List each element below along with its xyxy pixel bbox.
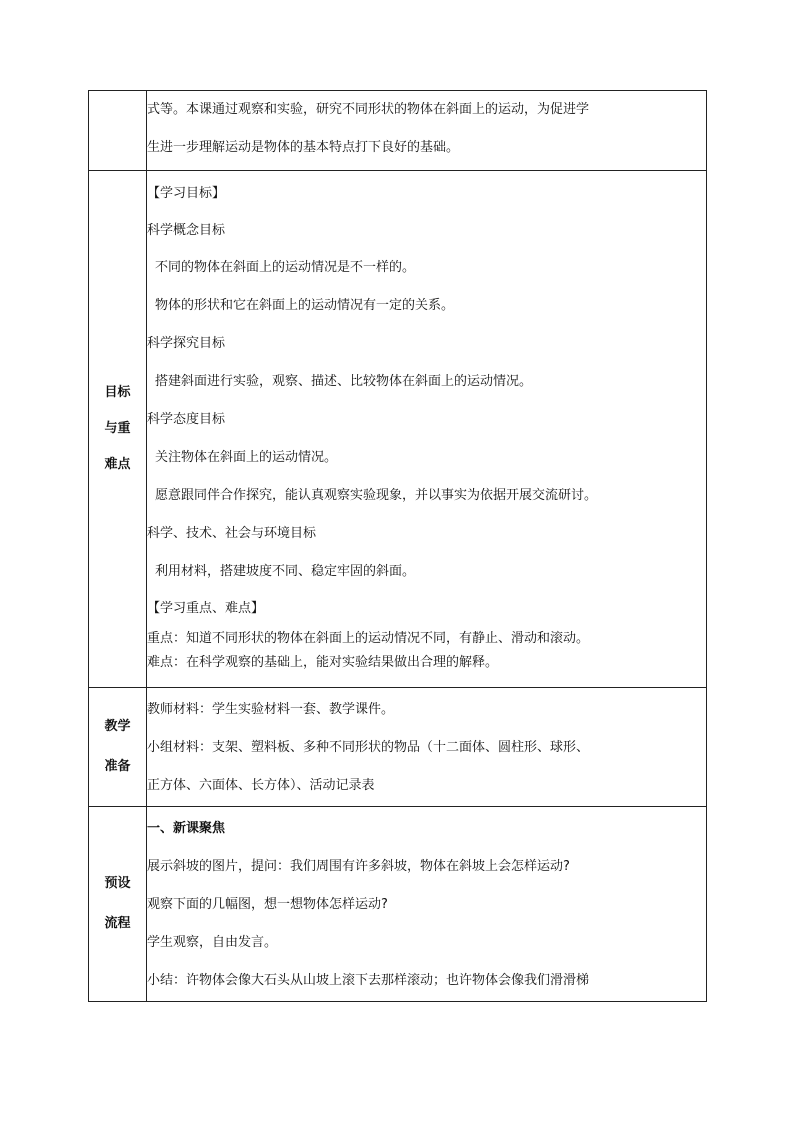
process-paragraph-2: 观察下面的几幅图，想一想物体怎样运动? <box>147 897 388 912</box>
key-point: 重点：知道不同形状的物体在斜面上的运动情况不同，有静止、滑动和滚动。 <box>147 631 590 646</box>
preparation-label-1: 教学 <box>104 719 131 734</box>
teacher-materials: 教师材料：学生实验材料一套、教学课件。 <box>147 702 395 717</box>
group-materials-line-2: 正方体、六面体、长方体）、活动记录表 <box>147 778 375 793</box>
process-paragraph-3: 学生观察，自由发言。 <box>147 935 278 950</box>
group-materials-line-1: 小组材料：支架、塑料板、多种不同形状的物品（十二面体、圆柱形、球形、 <box>147 740 590 755</box>
row-intro-label <box>89 91 147 171</box>
attitude-goal-title: 科学态度目标 <box>147 412 226 427</box>
row-process <box>89 807 707 1002</box>
row-preparation <box>89 688 707 807</box>
section-new-lesson-focus: 一、新课聚焦 <box>147 821 226 836</box>
attitude-goal-1: 关注物体在斜面上的运动情况。 <box>155 450 338 465</box>
concept-goal-2: 物体的形状和它在斜面上的运动情况有一定的关系。 <box>155 298 455 313</box>
process-label-1: 预设 <box>104 876 131 891</box>
process-paragraph-1: 展示斜坡的图片，提问：我们周围有许多斜坡，物体在斜坡上会怎样运动? <box>147 859 570 874</box>
objectives-label-2: 与重 <box>104 421 131 436</box>
row-process-label <box>89 807 147 1002</box>
row-objectives <box>89 171 707 688</box>
attitude-goal-2: 愿意跟同伴合作探究，能认真观察实验现象，并以事实为依据开展交流研讨。 <box>155 488 598 503</box>
sts-goal-1: 利用材料，搭建坡度不同、稳定牢固的斜面。 <box>155 564 416 579</box>
row-preparation-content <box>147 688 707 807</box>
row-intro <box>89 91 707 171</box>
process-label-2: 流程 <box>104 916 131 931</box>
row-process-content <box>147 807 707 1002</box>
process-paragraph-4: 小结：许物体会像大石头从山坡上滚下去那样滚动；也许物体会像我们滑滑梯 <box>147 973 590 988</box>
intro-line-2: 生进一步理解运动是物体的基本特点打下良好的基础。 <box>147 140 460 155</box>
row-preparation-label <box>89 688 147 807</box>
preparation-label-2: 准备 <box>104 759 131 774</box>
inquiry-goal-title: 科学探究目标 <box>147 336 226 351</box>
row-intro-content <box>147 91 707 171</box>
row-objectives-content <box>147 171 707 688</box>
difficulty-point: 难点：在科学观察的基础上，能对实验结果做出合理的解释。 <box>147 655 499 670</box>
sts-goal-title: 科学、技术、社会与环境目标 <box>147 526 317 541</box>
objectives-label-3: 难点 <box>104 457 131 472</box>
intro-line-1: 式等。本课通过观察和实验，研究不同形状的物体在斜面上的运动，为促进学 <box>147 102 590 117</box>
learning-goals-heading: 【学习目标】 <box>147 186 226 201</box>
concept-goal-title: 科学概念目标 <box>147 223 226 238</box>
objectives-label-1: 目标 <box>104 385 131 400</box>
inquiry-goal-1: 搭建斜面进行实验，观察、描述、比较物体在斜面上的运动情况。 <box>155 374 533 389</box>
key-points-heading: 【学习重点、难点】 <box>147 601 265 616</box>
concept-goal-1: 不同的物体在斜面上的运动情况是不一样的。 <box>155 260 416 275</box>
lesson-plan-table <box>88 90 707 1002</box>
row-objectives-label <box>89 171 147 688</box>
